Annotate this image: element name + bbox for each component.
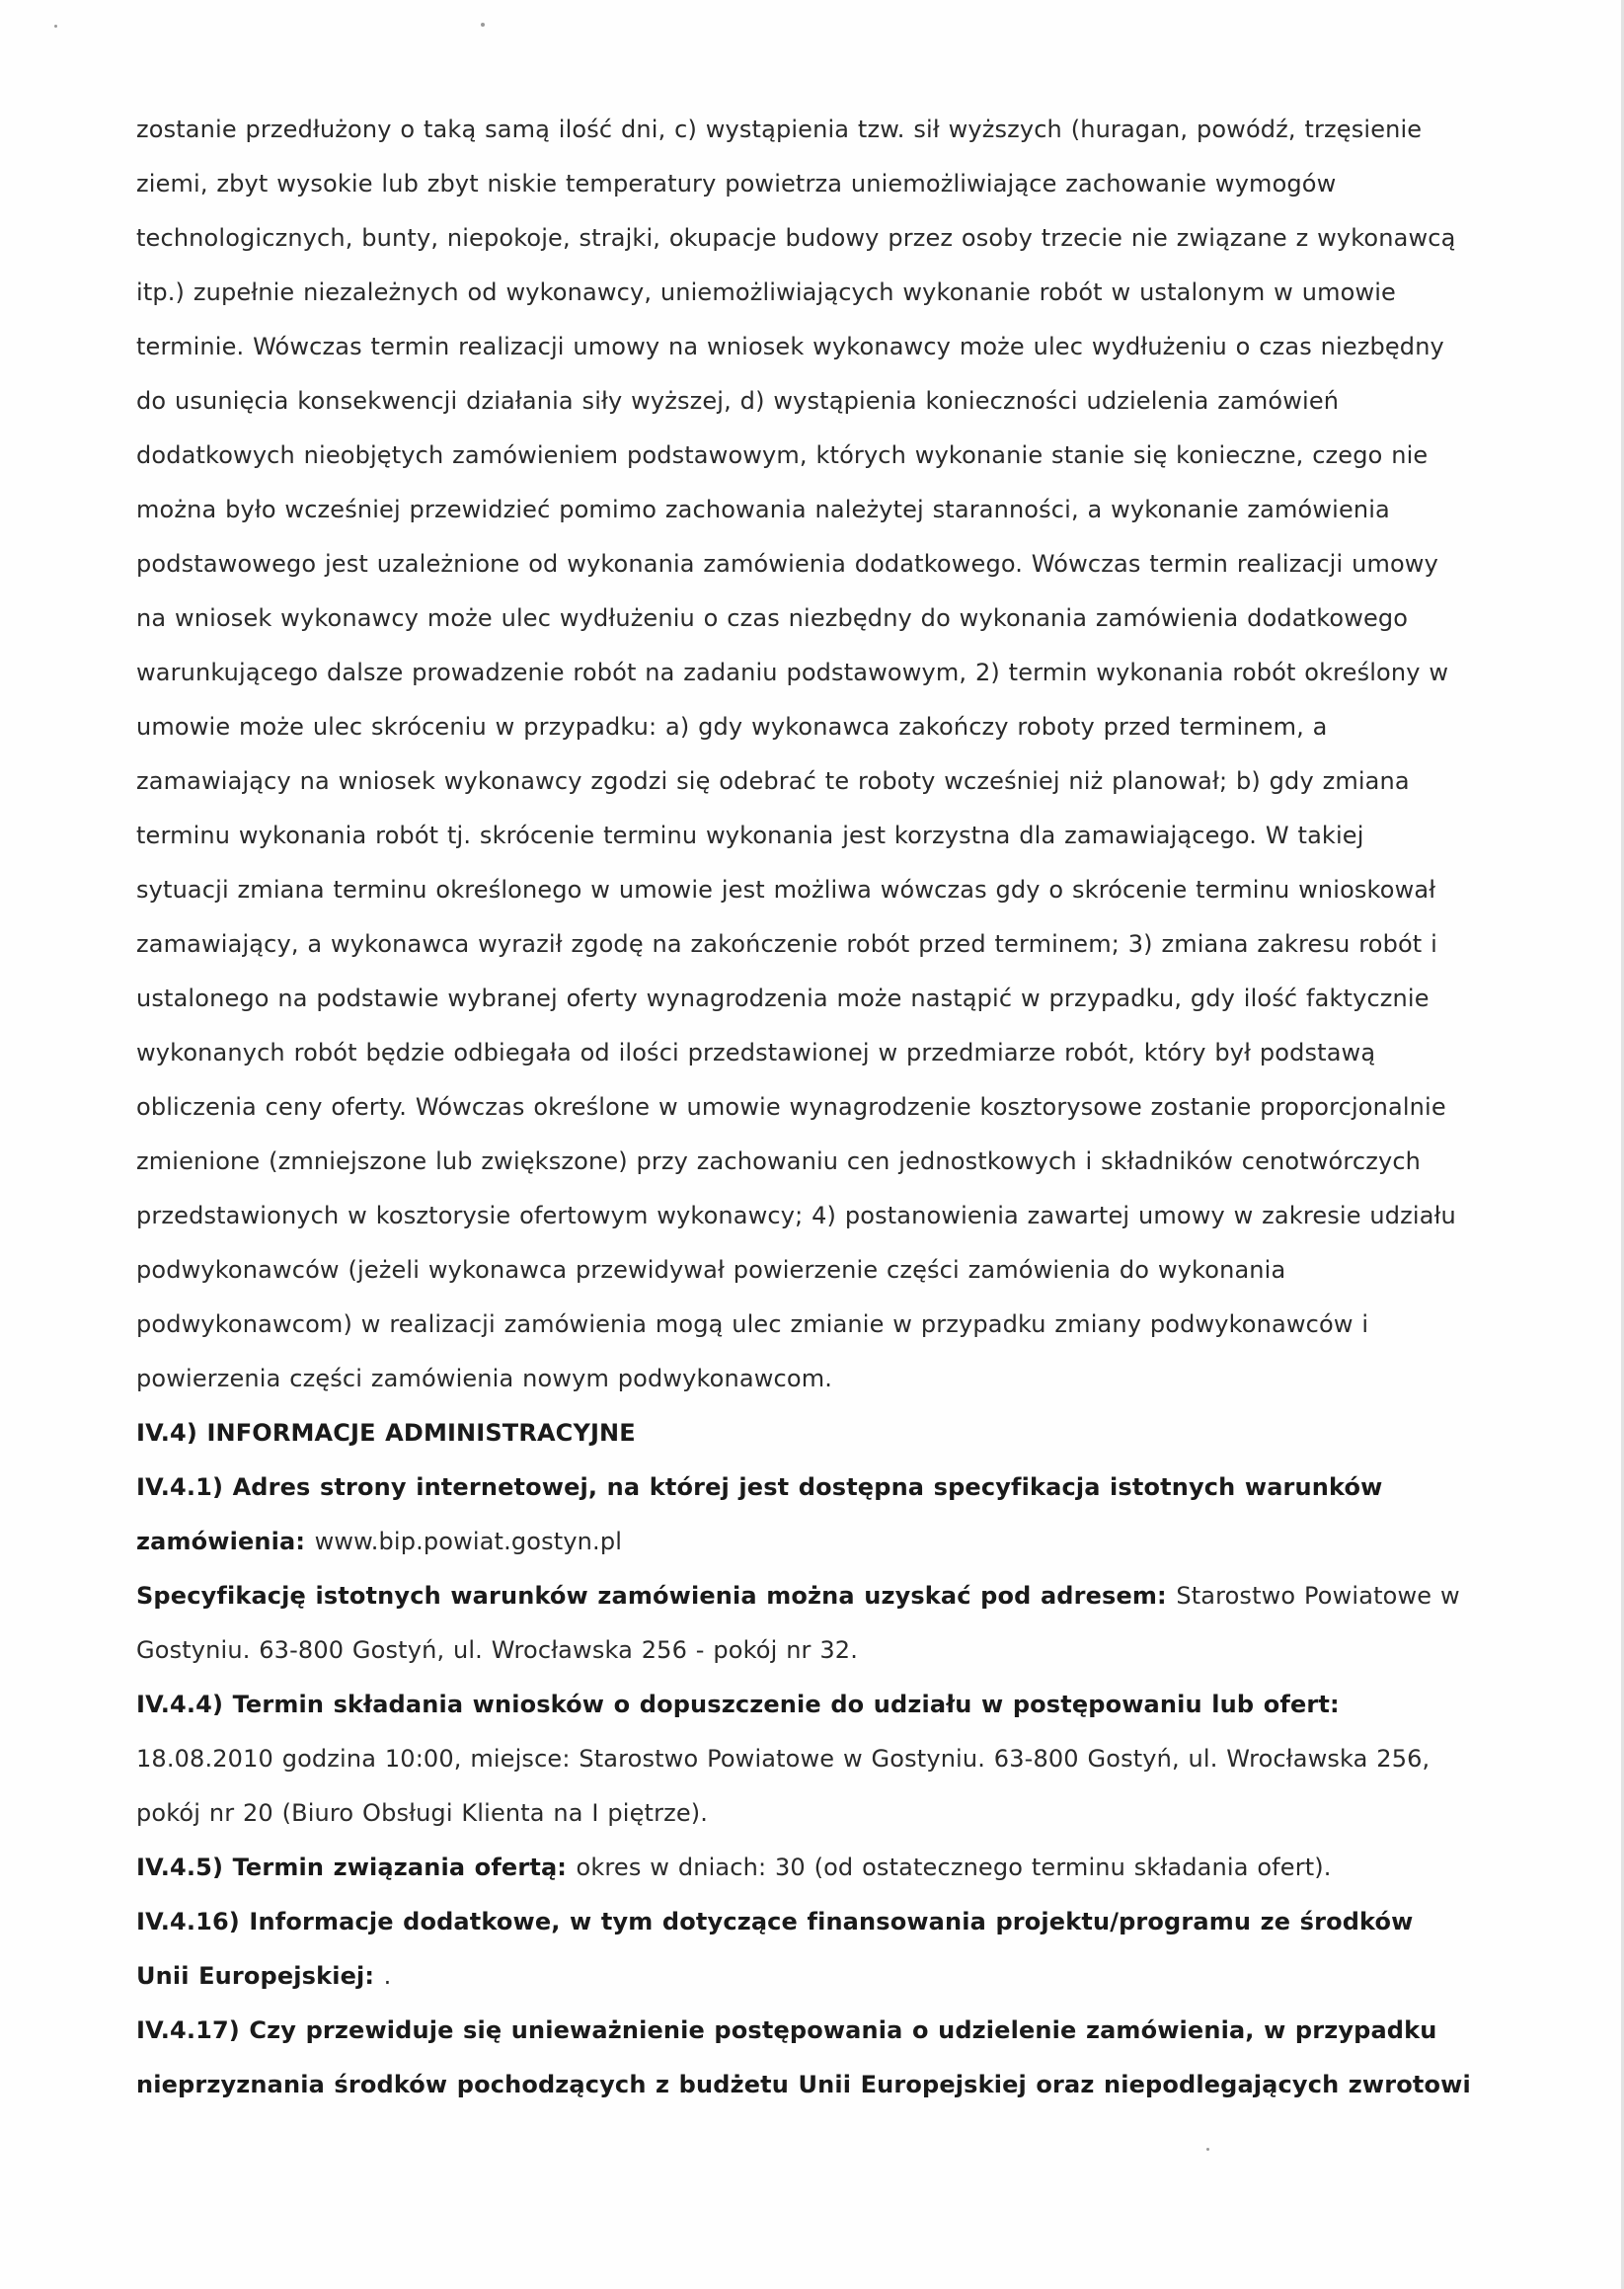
bold-text-segment: nieprzyznania środków pochodzących z budżetu Unii Europejskiej oraz niepodlegających zwrotowi	[136, 2071, 1471, 2098]
text-segment: sytuacji zmiana terminu określonego w umowie jest możliwa wówczas gdy o skrócenie terminu wnioskował	[136, 876, 1436, 904]
text-line	[136, 813, 1449, 867]
text-segment: okres w dniach: 30 (od ostatecznego terminu składania ofert).	[576, 1854, 1332, 1881]
text-line	[136, 758, 1449, 813]
text-line	[136, 1790, 1449, 1845]
text-line	[136, 1139, 1449, 1193]
text-segment: warunkującego dalsze prowadzenie robót na zadaniu podstawowym, 2) termin wykonania robót określony w	[136, 659, 1449, 686]
text-segment: na wniosek wykonawcy może ulec wydłużeniu o czas niezbędny do wykonania zamówienia dodatkowego	[136, 604, 1409, 632]
text-line	[136, 1302, 1449, 1356]
scan-speck	[1206, 2148, 1209, 2151]
bold-text-segment: IV.4.4) Termin składania wniosków o dopuszczenie do udziału w postępowaniu lub ofert:	[136, 1691, 1340, 1718]
bold-text-segment: Specyfikację istotnych warunków zamówienia można uzyskać pod adresem:	[136, 1582, 1177, 1610]
text-line	[136, 1356, 1449, 1410]
text-line	[136, 1030, 1449, 1084]
text-segment: Starostwo Powiatowe w	[1176, 1582, 1460, 1610]
text-line	[136, 1193, 1456, 1247]
text-segment: podwykonawców (jeżeli wykonawca przewidywał powierzenie części zamówienia do wykonania	[136, 1256, 1286, 1284]
text-line	[136, 215, 1456, 270]
text-segment: Gostyniu. 63-800 Gostyń, ul. Wrocławska 256 - pokój nr 32.	[136, 1636, 858, 1664]
text-segment: pokój nr 20 (Biuro Obsługi Klienta na I piętrze).	[136, 1799, 709, 1827]
document-body	[136, 107, 1471, 2116]
text-segment: zamawiający na wniosek wykonawcy zgodzi się odebrać te roboty wcześniej niż planował; b) gdy zmiana	[136, 767, 1410, 795]
bold-text-segment: Unii Europejskiej:	[136, 1962, 384, 1990]
text-segment: powierzenia części zamówienia nowym podwykonawcom.	[136, 1365, 833, 1392]
text-line	[136, 107, 1449, 161]
text-line	[136, 921, 1449, 976]
text-segment: .	[383, 1962, 392, 1990]
text-segment: wykonanych robót będzie odbiegała od ilości przedstawionej w przedmiarze robót, który był podstawą	[136, 1039, 1376, 1066]
text-line	[136, 976, 1449, 1030]
text-line	[136, 1953, 1449, 2008]
text-line	[136, 324, 1449, 378]
text-line	[136, 270, 1449, 324]
text-line	[136, 1519, 1449, 1573]
text-line	[136, 2062, 1471, 2116]
bold-text-segment: IV.4.1) Adres strony internetowej, na której jest dostępna specyfikacja istotnych warunków	[136, 1473, 1383, 1501]
text-line	[136, 433, 1449, 487]
bold-text-segment: IV.4) INFORMACJE ADMINISTRACYJNE	[136, 1419, 636, 1447]
text-segment: 18.08.2010 godzina 10:00, miejsce: Starostwo Powiatowe w Gostyniu. 63-800 Gostyń, ul. Wrocławska 256,	[136, 1745, 1431, 1773]
text-segment: można było wcześniej przewidzieć pomimo zachowania należytej staranności, a wykonanie zamówienia	[136, 496, 1390, 523]
text-segment: itp.) zupełnie niezależnych od wykonawcy, uniemożliwiających wykonanie robót w ustalonym w umowie	[136, 278, 1396, 306]
text-segment: umowie może ulec skróceniu w przypadku: a) gdy wykonawca zakończy roboty przed terminem, a	[136, 713, 1328, 741]
text-segment: ustalonego na podstawie wybranej oferty wynagrodzenia może nastąpić w przypadku, gdy ilość faktycznie	[136, 985, 1430, 1012]
text-line	[136, 1084, 1449, 1139]
text-segment: podstawowego jest uzależnione od wykonania zamówienia dodatkowego. Wówczas termin realizacji umowy	[136, 550, 1438, 578]
bold-text-segment: zamówienia:	[136, 1528, 315, 1555]
text-segment: obliczenia ceny oferty. Wówczas określone w umowie wynagrodzenie kosztorysowe zostanie proporcjonalnie	[136, 1093, 1446, 1121]
text-line	[136, 1573, 1460, 1627]
text-line	[136, 161, 1449, 215]
text-line	[136, 1845, 1449, 1899]
text-line	[136, 595, 1449, 650]
bold-text-segment: IV.4.17) Czy przewiduje się unieważnienie postępowania o udzielenie zamówienia, w przypadku	[136, 2016, 1437, 2044]
bold-text-segment: IV.4.5) Termin związania ofertą:	[136, 1854, 577, 1881]
text-segment: zamawiający, a wykonawca wyraził zgodę na zakończenie robót przed terminem; 3) zmiana zakresu robót i	[136, 930, 1437, 958]
text-segment: ziemi, zbyt wysokie lub zbyt niskie temperatury powietrza uniemożliwiające zachowanie wymogów	[136, 170, 1337, 197]
text-segment: terminie. Wówczas termin realizacji umowy na wniosek wykonawcy może ulec wydłużeniu o czas niezbędny	[136, 333, 1444, 360]
text-line	[136, 867, 1449, 921]
text-line	[136, 1682, 1449, 1736]
text-line	[136, 1627, 1449, 1682]
text-line	[136, 1410, 1449, 1464]
text-line	[136, 1464, 1449, 1519]
text-line	[136, 1899, 1449, 1953]
text-segment: www.bip.powiat.gostyn.pl	[314, 1528, 623, 1555]
bold-text-segment: IV.4.16) Informacje dodatkowe, w tym dotyczące finansowania projektu/programu ze środków	[136, 1908, 1414, 1935]
scan-speck	[481, 23, 485, 27]
text-line	[136, 1247, 1449, 1302]
text-line	[136, 704, 1449, 758]
text-segment: przedstawionych w kosztorysie ofertowym wykonawcy; 4) postanowienia zawartej umowy w zakresie udziału	[136, 1202, 1456, 1229]
text-line	[136, 2008, 1449, 2062]
text-segment: do usunięcia konsekwencji działania siły wyższej, d) wystąpienia konieczności udzielenia zamówień	[136, 387, 1340, 415]
text-line	[136, 650, 1449, 704]
text-segment: podwykonawcom) w realizacji zamówienia mogą ulec zmianie w przypadku zmiany podwykonawców i	[136, 1310, 1369, 1338]
text-segment: dodatkowych nieobjętych zamówieniem podstawowym, których wykonanie stanie się konieczne, czego nie	[136, 441, 1429, 469]
text-segment: technologicznych, bunty, niepokoje, strajki, okupacje budowy przez osoby trzecie nie związane z wykonawcą	[136, 224, 1456, 252]
text-line	[136, 378, 1449, 433]
text-segment: terminu wykonania robót tj. skrócenie terminu wykonania jest korzystna dla zamawiającego. W takiej	[136, 822, 1364, 849]
scan-speck	[54, 25, 57, 28]
text-line	[136, 487, 1449, 541]
text-segment: zmienione (zmniejszone lub zwiększone) przy zachowaniu cen jednostkowych i składników cenotwórczych	[136, 1147, 1422, 1175]
text-segment: zostanie przedłużony o taką samą ilość dni, c) wystąpienia tzw. sił wyższych (huragan, powódź, trzęsienie	[136, 116, 1423, 143]
text-line	[136, 541, 1449, 595]
text-line	[136, 1736, 1449, 1790]
